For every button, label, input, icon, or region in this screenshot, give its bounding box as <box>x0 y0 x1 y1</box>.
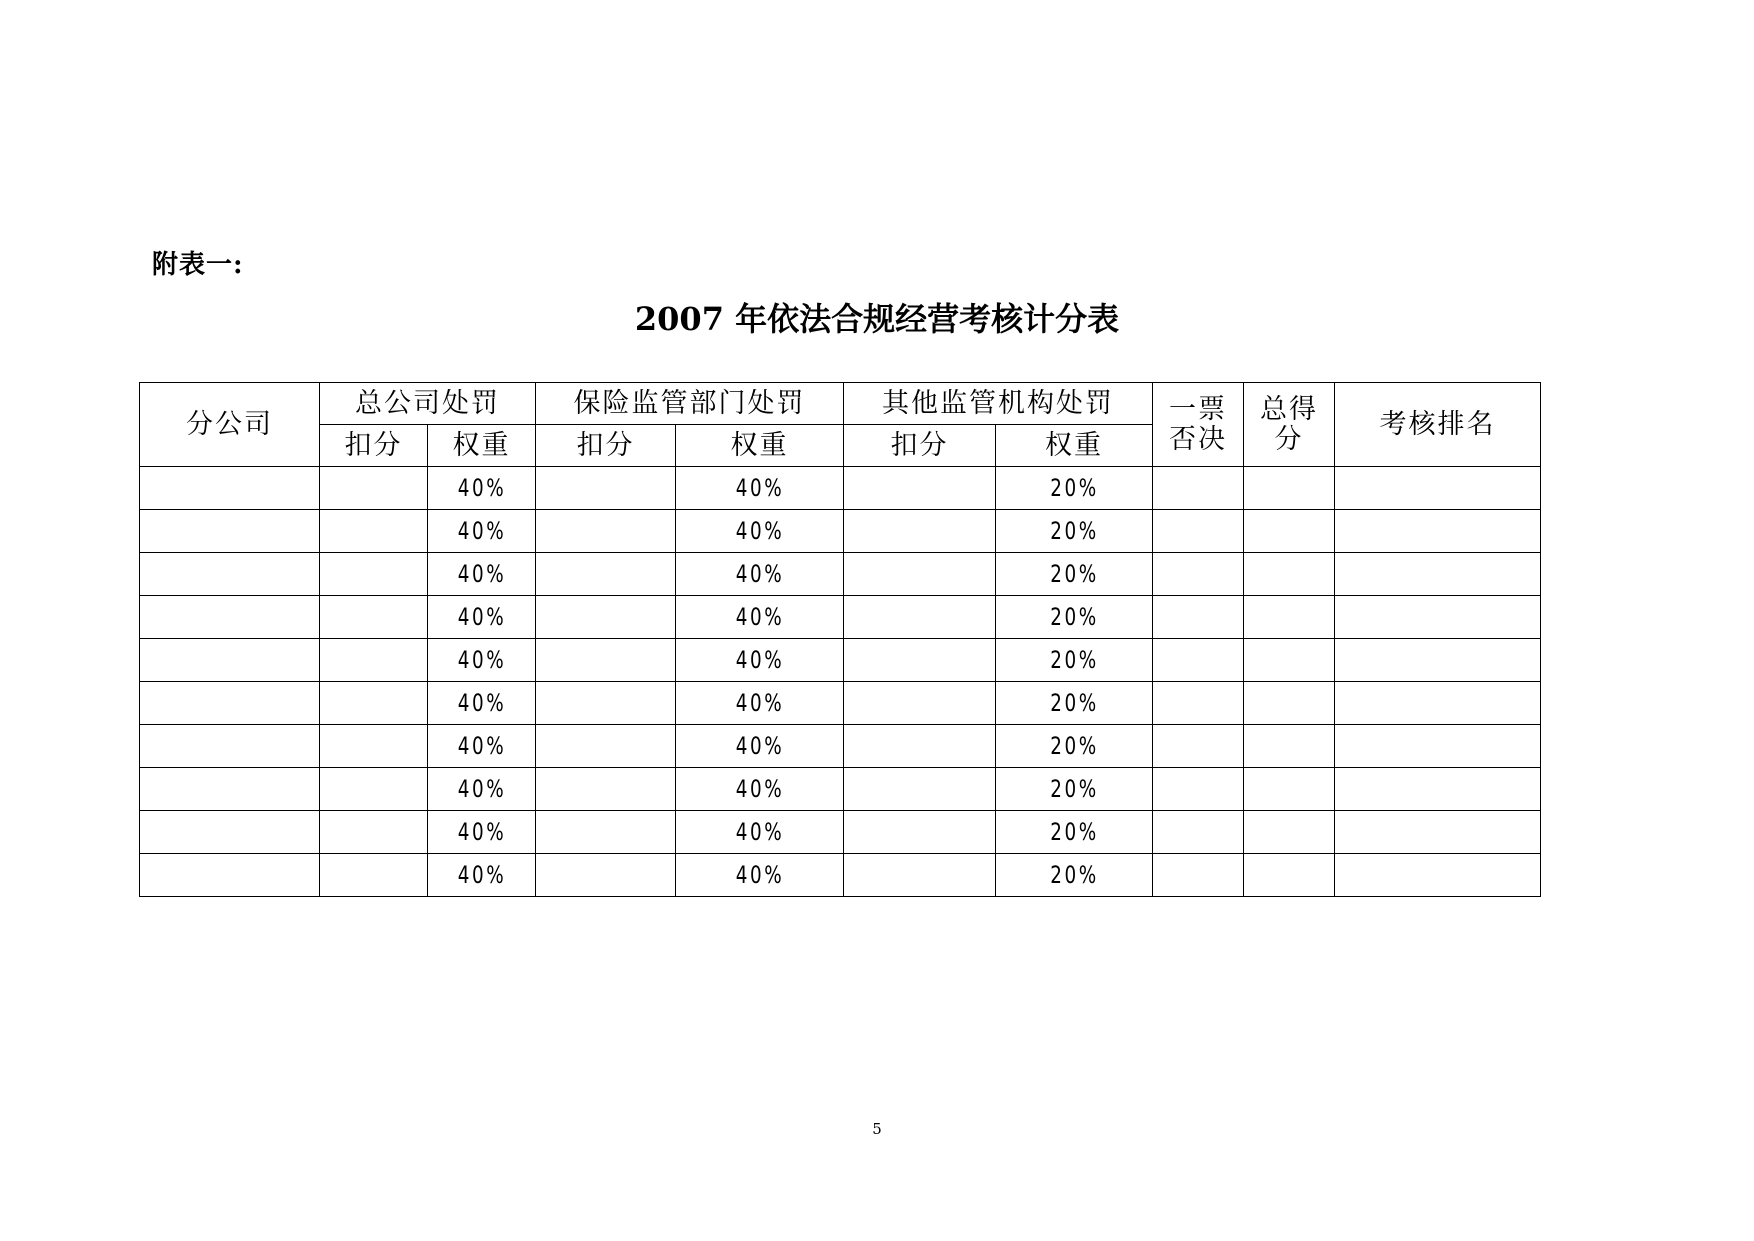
table-row <box>140 553 1541 596</box>
other-weight-cell: 20% <box>1007 639 1140 682</box>
branch-cell[interactable] <box>140 639 320 682</box>
table-row <box>140 467 1541 510</box>
appendix-label: 附表一: <box>152 250 244 280</box>
table-row <box>140 854 1541 897</box>
rank-cell[interactable] <box>1335 510 1541 553</box>
insurance-weight-cell: 40% <box>688 854 831 897</box>
insurance-deduct-cell[interactable] <box>536 510 676 553</box>
other-deduct-cell[interactable] <box>844 639 996 682</box>
veto-cell[interactable] <box>1153 467 1244 510</box>
header-insurance-weight: 权重 <box>676 425 844 467</box>
other-weight-cell: 20% <box>1007 725 1140 768</box>
header-other-weight: 权重 <box>996 425 1153 467</box>
total-cell[interactable] <box>1244 854 1335 897</box>
veto-cell[interactable] <box>1153 553 1244 596</box>
other-deduct-cell[interactable] <box>844 682 996 725</box>
insurance-deduct-cell[interactable] <box>536 811 676 854</box>
hq-deduct-cell[interactable] <box>320 596 428 639</box>
table-row <box>140 811 1541 854</box>
header-total-line1: 总得 <box>1260 393 1318 425</box>
hq-deduct-cell[interactable] <box>320 510 428 553</box>
table-row <box>140 725 1541 768</box>
table-row <box>140 639 1541 682</box>
branch-cell[interactable] <box>140 553 320 596</box>
veto-cell[interactable] <box>1153 596 1244 639</box>
branch-cell[interactable] <box>140 725 320 768</box>
hq-weight-cell: 40% <box>436 854 528 897</box>
other-weight-cell: 20% <box>1007 467 1140 510</box>
rank-cell[interactable] <box>1335 596 1541 639</box>
rank-cell[interactable] <box>1335 811 1541 854</box>
header-rank: 考核排名 <box>1335 383 1541 467</box>
branch-cell[interactable] <box>140 510 320 553</box>
rank-cell[interactable] <box>1335 725 1541 768</box>
other-weight-cell: 20% <box>1007 510 1140 553</box>
veto-cell[interactable] <box>1153 811 1244 854</box>
hq-deduct-cell[interactable] <box>320 768 428 811</box>
veto-cell[interactable] <box>1153 639 1244 682</box>
insurance-deduct-cell[interactable] <box>536 467 676 510</box>
insurance-weight-cell: 40% <box>688 467 831 510</box>
branch-cell[interactable] <box>140 768 320 811</box>
header-other-deduct: 扣分 <box>844 425 996 467</box>
insurance-deduct-cell[interactable] <box>536 768 676 811</box>
other-deduct-cell[interactable] <box>844 510 996 553</box>
insurance-weight-cell: 40% <box>688 553 831 596</box>
veto-cell[interactable] <box>1153 510 1244 553</box>
other-deduct-cell[interactable] <box>844 725 996 768</box>
total-cell[interactable] <box>1244 510 1335 553</box>
veto-cell[interactable] <box>1153 854 1244 897</box>
insurance-deduct-cell[interactable] <box>536 854 676 897</box>
veto-cell[interactable] <box>1153 682 1244 725</box>
rank-cell[interactable] <box>1335 639 1541 682</box>
rank-cell[interactable] <box>1335 854 1541 897</box>
header-row-top <box>140 383 1541 425</box>
insurance-weight-cell: 40% <box>688 596 831 639</box>
hq-weight-cell: 40% <box>436 682 528 725</box>
total-cell[interactable] <box>1244 682 1335 725</box>
header-veto <box>1153 383 1244 467</box>
hq-deduct-cell[interactable] <box>320 467 428 510</box>
hq-weight-cell: 40% <box>436 725 528 768</box>
hq-weight-cell: 40% <box>436 467 528 510</box>
other-deduct-cell[interactable] <box>844 811 996 854</box>
hq-weight-cell: 40% <box>436 596 528 639</box>
rank-cell[interactable] <box>1335 553 1541 596</box>
hq-weight-cell: 40% <box>436 768 528 811</box>
insurance-weight-cell: 40% <box>688 682 831 725</box>
veto-cell[interactable] <box>1153 768 1244 811</box>
insurance-deduct-cell[interactable] <box>536 682 676 725</box>
total-cell[interactable] <box>1244 811 1335 854</box>
table-row <box>140 682 1541 725</box>
insurance-weight-cell: 40% <box>688 725 831 768</box>
total-cell[interactable] <box>1244 639 1335 682</box>
hq-deduct-cell[interactable] <box>320 682 428 725</box>
header-other-penalty: 其他监管机构处罚 <box>844 383 1153 425</box>
total-cell[interactable] <box>1244 596 1335 639</box>
score-table <box>139 382 1541 897</box>
hq-weight-cell: 40% <box>436 510 528 553</box>
branch-cell[interactable] <box>140 682 320 725</box>
table-row <box>140 596 1541 639</box>
insurance-weight-cell: 40% <box>688 510 831 553</box>
header-hq-deduct: 扣分 <box>320 425 428 467</box>
rank-cell[interactable] <box>1335 682 1541 725</box>
header-hq-penalty: 总公司处罚 <box>320 383 536 425</box>
other-deduct-cell[interactable] <box>844 553 996 596</box>
other-weight-cell: 20% <box>1007 553 1140 596</box>
hq-weight-cell: 40% <box>436 811 528 854</box>
header-veto-line2: 否决 <box>1169 423 1227 455</box>
header-insurance-penalty: 保险监管部门处罚 <box>536 383 844 425</box>
other-deduct-cell[interactable] <box>844 467 996 510</box>
insurance-deduct-cell[interactable] <box>536 596 676 639</box>
other-deduct-cell[interactable] <box>844 854 996 897</box>
hq-weight-cell: 40% <box>436 639 528 682</box>
total-cell[interactable] <box>1244 553 1335 596</box>
hq-deduct-cell[interactable] <box>320 811 428 854</box>
hq-deduct-cell[interactable] <box>320 854 428 897</box>
insurance-weight-cell: 40% <box>688 639 831 682</box>
other-weight-cell: 20% <box>1007 768 1140 811</box>
veto-cell[interactable] <box>1153 725 1244 768</box>
hq-weight-cell: 40% <box>436 553 528 596</box>
other-weight-cell: 20% <box>1007 682 1140 725</box>
insurance-deduct-cell[interactable] <box>536 725 676 768</box>
branch-cell[interactable] <box>140 467 320 510</box>
branch-cell[interactable] <box>140 811 320 854</box>
hq-deduct-cell[interactable] <box>320 725 428 768</box>
other-weight-cell: 20% <box>1007 596 1140 639</box>
header-veto-line1: 一票 <box>1169 393 1227 425</box>
page-number: 5 <box>872 1120 882 1138</box>
insurance-deduct-cell[interactable] <box>536 553 676 596</box>
document-title: 2007 年依法合规经营考核计分表 <box>634 300 1120 338</box>
total-cell[interactable] <box>1244 768 1335 811</box>
insurance-weight-cell: 40% <box>688 811 831 854</box>
other-deduct-cell[interactable] <box>844 596 996 639</box>
other-deduct-cell[interactable] <box>844 768 996 811</box>
total-cell[interactable] <box>1244 467 1335 510</box>
header-total <box>1244 383 1335 467</box>
rank-cell[interactable] <box>1335 467 1541 510</box>
branch-cell[interactable] <box>140 596 320 639</box>
header-total-line2: 分 <box>1274 423 1304 455</box>
other-weight-cell: 20% <box>1007 811 1140 854</box>
insurance-deduct-cell[interactable] <box>536 639 676 682</box>
rank-cell[interactable] <box>1335 768 1541 811</box>
hq-deduct-cell[interactable] <box>320 639 428 682</box>
table-row <box>140 768 1541 811</box>
hq-deduct-cell[interactable] <box>320 553 428 596</box>
header-insurance-deduct: 扣分 <box>536 425 676 467</box>
header-branch: 分公司 <box>140 383 320 467</box>
header-hq-weight: 权重 <box>428 425 536 467</box>
other-weight-cell: 20% <box>1007 854 1140 897</box>
insurance-weight-cell: 40% <box>688 768 831 811</box>
table-row <box>140 510 1541 553</box>
branch-cell[interactable] <box>140 854 320 897</box>
total-cell[interactable] <box>1244 725 1335 768</box>
